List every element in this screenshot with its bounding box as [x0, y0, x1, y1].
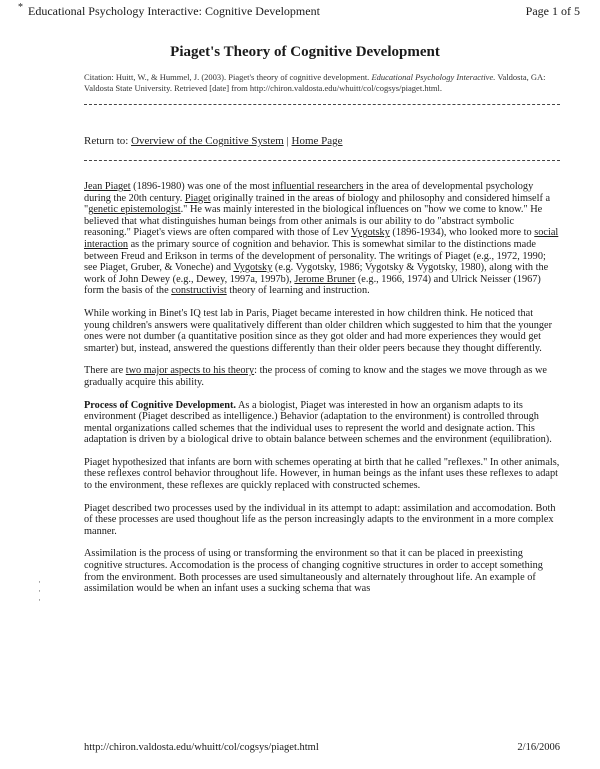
- paragraph-adapt: Piaget described two processes used by the individual in its attempt to adapt: assimilation and accomodation. Both of these processes are used thoughout life as the person increasingly adapts to the environment in a more complex manner.: [84, 502, 556, 537]
- return-prefix: Return to:: [84, 135, 129, 147]
- header-page-number: Page 1 of 5: [525, 4, 580, 18]
- citation-journal: Educational Psychology Interactive.: [371, 72, 496, 82]
- footer-url: http://chiron.valdosta.edu/whuitt/col/cogsys/piaget.html: [84, 742, 319, 753]
- jerome-bruner-link[interactable]: Jerome Bruner: [294, 273, 356, 285]
- paragraph-reflexes: Piaget hypothesized that infants are born with schemes operating at birth that he called "reflexes." In other animals, these reflexes control behavior throughout life. However, in human beings as the infant uses these reflexes to adapt to the environment, these reflexes are quickly replaced with constructed schemes.: [84, 456, 560, 492]
- divider-top: [84, 104, 560, 105]
- influential-researchers-link[interactable]: influential researchers: [272, 181, 364, 192]
- home-page-link[interactable]: Home Page: [291, 135, 343, 147]
- piaget-link[interactable]: Piaget: [184, 192, 211, 204]
- text-run: (e.g., 1966, 1974) and Ulrick Neisser (1967) form the basis of the: [84, 273, 541, 297]
- text-run: (1896-1980) was one of the most: [130, 181, 273, 192]
- paragraph-process: [84, 400, 560, 446]
- text-run: : the process of coming to know and the stages we move through as we gradually acquire this ability.: [84, 365, 547, 388]
- text-run: (1896-1934), who looked more to: [389, 227, 535, 239]
- paragraph-intro: [84, 181, 560, 297]
- text-run: (e.g. Vygotsky, 1986; Vygotsky & Vygotsky, 1980), along with the work of John Dewey (e.g., Dewey, 1997a, 1997b),: [84, 262, 549, 285]
- two-major-aspects-link[interactable]: two major aspects to his theory: [125, 365, 255, 377]
- citation-rest: Valdosta, GA: Valdosta State University. Retrieved [date] from http://chiron.valdosta.edu/whuitt/col/cogsys/piaget.html.: [84, 72, 546, 93]
- header-site-title: Educational Psychology Interactive: Cognitive Development: [28, 4, 320, 18]
- text-run: theory of learning and instruction.: [226, 285, 370, 297]
- text-run: As a biologist, Piaget was interested in how an organism adapts to its environment (Piaget described as intelligence.) Behavior (adaptation to the environment) is controlled through mental organizations called schemes that the individual uses to represent the world and designate action. This adaptation is driven by a biological drive to obtain balance between schemes and the environment (equilibration).: [84, 399, 552, 446]
- vygotsky-link[interactable]: Vygotsky: [350, 227, 390, 239]
- constructivist-link[interactable]: constructivist: [171, 285, 227, 297]
- header-mark: *: [18, 2, 23, 13]
- citation: [84, 72, 560, 94]
- paragraph-assimilation: Assimilation is the process of using or transforming the environment so that it can be placed in preexisting cognitive structures. Accomodation is the process of changing cognitive structures in order to accept something from the environment. Both processes are used simultaneously and alternately throughout life. An example of assimilation would be when an infant uses a sucking schema that was: [84, 548, 543, 595]
- margin-scan-mark: · · ·: [38, 577, 41, 605]
- divider-bottom: [84, 160, 560, 161]
- return-nav: [84, 135, 343, 147]
- text-run: originally trained in the areas of biology and philosophy and considered himself a ": [84, 192, 551, 216]
- paragraph-binet: While working in Binet's IQ test lab in Paris, Piaget became interested in how children think. He noticed that young children's answers were qualitatively different than older children which suggested to him that the younger ones were not dumber (a quantitative position since as they got older and had more experiences they would get smarter) but, instead, answered the questions differently than their older peers because they thought differently.: [84, 307, 553, 354]
- print-footer: [84, 742, 560, 756]
- text-run: as the primary source of cognition and behavior. This is somewhat similar to the distinctions made between Freud and Erikson in terms of the development of personality. The writings of Piaget (e.g., 1972, 1990; see Piaget, Gruber, & Voneche) and: [84, 238, 546, 274]
- section-heading: Process of Cognitive Development.: [84, 399, 236, 411]
- text-run: ." He was mainly interested in the biological influences on "how we come to know." He believed that what distinguishes human beings from other animals is our ability to do "abstract symbolic reasoning." Piaget's views are often compared with those of Lev: [84, 204, 543, 239]
- text-run: There are: [84, 365, 126, 377]
- citation-lead: Citation: Huitt, W., & Hummel, J. (2003). Piaget's theory of cognitive development.: [84, 72, 370, 82]
- print-header: [18, 2, 580, 20]
- vygotsky-link-2[interactable]: Vygotsky: [233, 262, 273, 274]
- text-run: in the area of developmental psychology during the 20th century.: [84, 181, 534, 204]
- footer-date: 2/16/2006: [517, 742, 560, 753]
- paragraph-two-aspects: [84, 365, 560, 388]
- genetic-epistemologist-link[interactable]: genetic epistemologist: [88, 204, 181, 216]
- overview-link[interactable]: Overview of the Cognitive System: [131, 135, 284, 147]
- social-interaction-link[interactable]: social interaction: [84, 227, 559, 250]
- nav-separator: |: [286, 135, 289, 147]
- article-body: [84, 181, 560, 606]
- page-title: Piaget's Theory of Cognitive Development: [170, 44, 440, 60]
- jean-piaget-link[interactable]: Jean Piaget: [84, 181, 131, 192]
